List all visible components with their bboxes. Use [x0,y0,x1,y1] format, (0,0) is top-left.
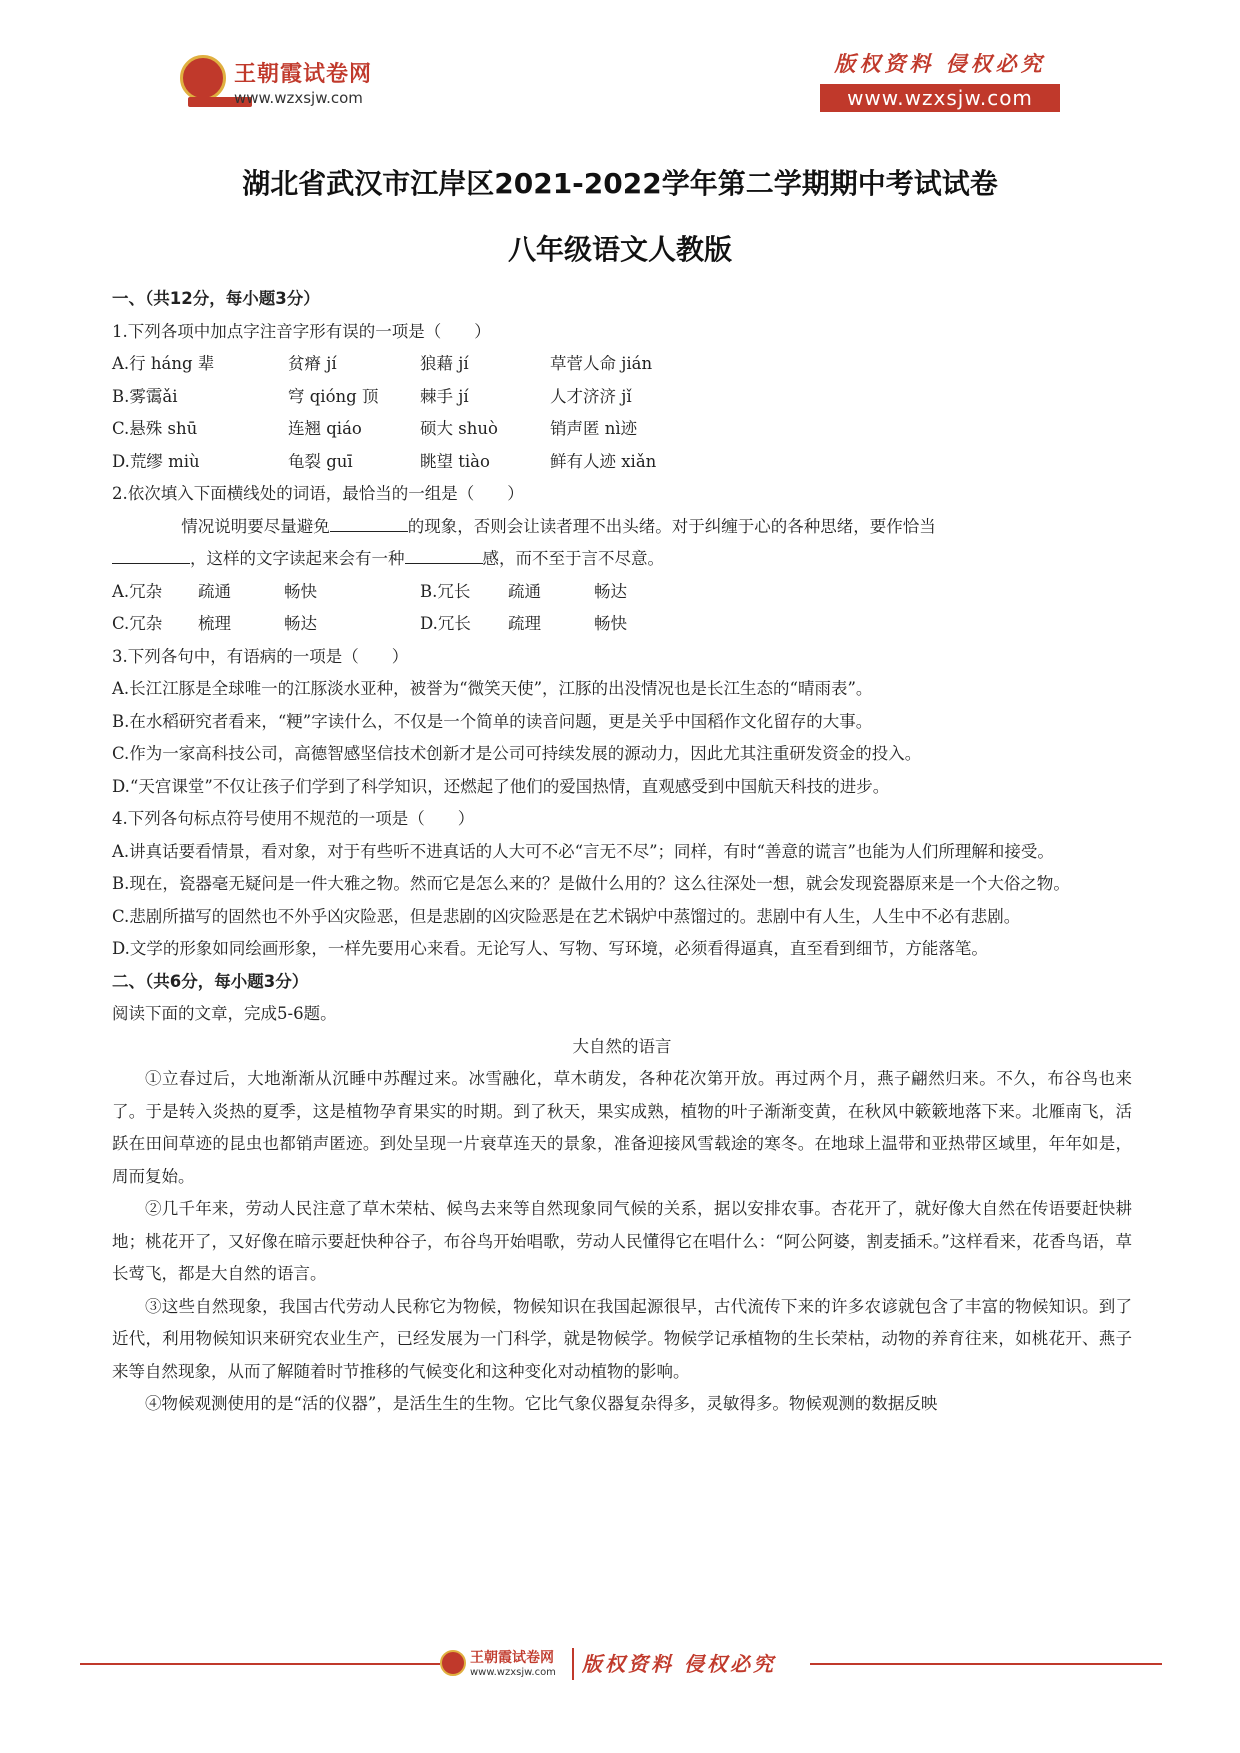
option-cell: 疏通 [508,581,541,601]
section-heading: 二、（共6分，每小题3分） [112,971,309,991]
option-cell: 畅快 [284,581,317,601]
copyright-banner [820,48,1060,112]
option-text: B.现在，瓷器毫无疑问是一件大雅之物。然而它是怎么来的？是做什么用的？这么往深处一想，就会发现瓷器原来是一个大俗之物。 [112,874,1070,893]
option-cell: 草菅人命 jián [550,354,653,373]
exam-title: 湖北省武汉市江岸区2021-2022学年第二学期期中考试试卷 [242,167,998,200]
passage-text: 的现象，否则会让读者理不出头绪。对于纠缠于心的各种思绪，要作恰当 [407,516,936,536]
option-cell: D.荒缪 miù [112,451,200,471]
article-paragraph: ④物候观测使用的是“活的仪器”，是活生生的生物。它比气象仪器复杂得多，灵敏得多。物候观测的数据反映 [145,1394,938,1413]
option-cell: 人才济济 jǐ [550,386,632,406]
option-cell: 疏理 [508,614,541,633]
blank-line [330,513,408,532]
option-cell: 畅达 [594,581,627,601]
article-paragraph: ①立春过后，大地渐渐从沉睡中苏醒过来。冰雪融化，草木萌发，各种花次第开放。再过两个月，燕子翩然归来。不久，布谷鸟也来了。于是转入炎热的夏季，这是植物孕育果实的时期。到了秋天，果实成熟，植物的叶子渐渐变黄，在秋风中簌簌地落下来。北雁南飞，活跃在田间草迹的昆虫也都销声匿迹。到处呈现一片衰草连天的景象，准备迎接风雪载途的寒冬。在地球上温带和亚热带区域里，年年如是，周而复始。 [112,1069,1132,1186]
option-text: D.“天宫课堂”不仅让孩子们学到了科学知识，还燃起了他们的爱国热情，直观感受到中国航天科技的进步。 [112,776,890,796]
exam-subtitle: 八年级语文人教版 [507,233,732,266]
option-cell: 狼藉 jí [420,354,469,373]
option-cell: 疏通 [198,581,231,601]
article-paragraph: ③这些自然现象，我国古代劳动人民称它为物候，物候知识在我国起源很早，古代流传下来的许多农谚就包含了丰富的物候知识。到了近代，利用物候知识来研究农业生产，已经发展为一门科学，就是物候学。物候学记承植物的生长荣枯，动物的养育往来，如桃花开、燕子来等自然现象，从而了解随着时节推移的气候变化和这种变化对动植物的影响。 [112,1296,1132,1381]
option-row [112,446,1132,479]
footer-divider [80,1663,440,1665]
option-cell: 棘手 jí [420,386,469,406]
blank-line [405,545,483,564]
option-cell: 畅达 [284,614,317,633]
option-row [112,413,1132,446]
option-cell: 畅快 [594,614,627,633]
option-row [112,608,1132,641]
logo-emblem-icon [180,55,226,101]
passage-text: 情况说明要尽量避免 [181,516,330,536]
passage-text: 感，而不至于言不尽意。 [482,549,664,568]
article-title: 大自然的语言 [572,1036,672,1056]
copyright-url[interactable]: www.wzxsjw.com [820,84,1060,112]
section-heading: 一、（共12分，每小题3分） [112,289,320,308]
option-row [112,381,1132,414]
blank-line [112,545,190,564]
option-text: A.长江江豚是全球唯一的江豚淡水亚种，被誉为“微笑天使”，江豚的出没情况也是长江生态的“晴雨表”。 [112,679,873,698]
article-paragraph: ②几千年来，劳动人民注意了草木荣枯、候鸟去来等自然现象同气候的关系，据以安排农事。杏花开了，就好像大自然在传语要赶快耕地；桃花开了，又好像在暗示要赶快种谷子，布谷鸟开始唱歌，劳动人民懂得它在唱什么：“阿公阿婆，割麦插禾。”这样看来，花香鸟语，草长莺飞，都是大自然的语言。 [112,1199,1132,1283]
option-cell: 硕大 shuò [420,419,498,438]
option-row [112,576,1132,609]
option-row [112,348,1132,381]
option-cell: B.冗长 [420,581,471,601]
exam-content [112,283,1132,1421]
question-stem: 3.下列各句中，有语病的一项是（ ） [112,646,409,666]
option-text: B.在水稻研究者看来，“粳”字读什么，不仅是一个简单的读音问题，更是关乎中国稻作文化留存的大事。 [112,711,873,731]
option-cell: A.冗杂 [112,581,163,601]
site-logo[interactable] [180,55,420,115]
option-text: A.讲真话要看情景，看对象，对于有些听不进真话的人大可不必“言无不尽”；同样，有时“善意的谎言”也能为人们所理解和接受。 [112,841,1054,861]
passage-text: ，这样的文字读起来会有一种 [190,549,405,568]
question-stem: 2.依次填入下面横线处的词语，最恰当的一组是（ ） [112,484,524,503]
option-text: D.文学的形象如同绘画形象，一样先要用心来看。无论写人、写物、写环境，必须看得逼真，直至看到细节，方能落笔。 [112,939,988,958]
footer-divider [810,1663,1162,1665]
logo-name: 王朝霞试卷网 [234,62,373,87]
footer-logo-icon [440,1650,466,1676]
option-cell: 鲜有人迹 xiǎn [550,451,657,471]
option-cell: 龟裂 guī [288,451,353,471]
option-cell: 眺望 tiào [420,451,490,471]
option-cell: B.雾霭ǎi [112,386,178,406]
option-text: C.悲剧所描写的固然也不外乎凶灾险恶，但是悲剧的凶灾险恶是在艺术锅炉中蒸馏过的。悲剧中有人生，人生中不必有悲剧。 [112,906,1021,926]
option-cell: C.冗杂 [112,614,163,633]
option-cell: 贫瘠 jí [288,354,337,373]
fill-passage [112,511,1132,576]
option-cell: D.冗长 [420,614,471,633]
reading-instruction: 阅读下面的文章，完成5-6题。 [112,1004,337,1023]
option-cell: 连翘 qiáo [288,419,362,438]
footer-copyright: 版权资料 侵权必究 [582,1652,776,1676]
option-cell: 销声匿 nì迹 [550,419,638,438]
option-text: C.作为一家高科技公司，高德智感坚信技术创新才是公司可持续发展的源动力，因此尤其注重研发资金的投入。 [112,744,922,763]
footer-separator [572,1648,574,1680]
footer-logo-name: 王朝霞试卷网 [470,1650,554,1666]
option-cell: 穹 qióng 顶 [288,386,379,406]
question-stem: 4.下列各句标点符号使用不规范的一项是（ ） [112,809,475,828]
footer-logo-url[interactable]: www.wzxsjw.com [470,1667,556,1678]
copyright-text: 版权资料 侵权必究 [834,51,1046,76]
option-cell: A.行 háng 辈 [112,354,215,373]
option-cell: 梳理 [198,614,231,633]
question-stem: 1.下列各项中加点字注音字形有误的一项是（ ） [112,321,491,341]
option-cell: C.悬殊 shū [112,419,198,438]
logo-url[interactable]: www.wzxsjw.com [234,89,363,107]
